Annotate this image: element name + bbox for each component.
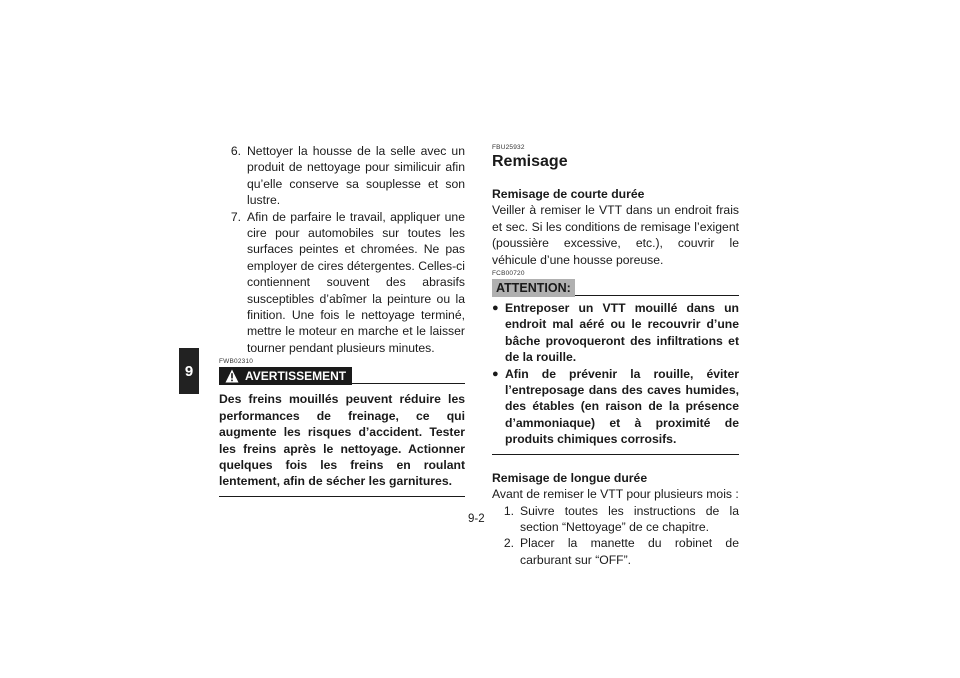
page-number: 9-2 [468, 513, 485, 525]
long-term-intro: Avant de remiser le VTT pour plusieurs mois : [492, 487, 739, 502]
short-term-text: Veiller à remiser le VTT dans un endroit frais et sec. Si les conditions de remisage l’exigent (poussière excessive, etc.), couvrir le véhicule d’une housse poreuse. [492, 203, 739, 267]
item-text: Placer la manette du robinet de carburant sur “OFF”. [520, 536, 739, 567]
caution-bullet-text: Afin de prévenir la rouille, éviter l’entreposage dans des caves humides, des étables (en raison de la présence d’ammoniaque) et à proximité de produits chimiques corrosifs. [505, 366, 739, 447]
long-term-heading: Remisage de longue durée [492, 470, 648, 485]
chapter-tab: 9 [179, 348, 199, 394]
list-item [219, 143, 465, 209]
warning-text: Des freins mouillés peuvent réduire les performances de freinage, ce qui augmente les risques d’accident. Tester les freins après le nettoyage. Actionner quelques fois les freins en roulant lentement, afin de sécher les garnitures. [219, 392, 465, 489]
caution-code: FCB00720 [492, 270, 525, 278]
caution-badge: ATTENTION: [492, 279, 575, 297]
warning-badge [219, 367, 352, 385]
caution-header [492, 279, 739, 297]
item-text: Nettoyer la housse de la selle avec un produit de nettoyage pour similicuir afin qu’elle conserve sa souplesse et son lustre. [247, 144, 465, 208]
list-item [492, 535, 739, 568]
item-number: 1. [503, 503, 514, 518]
warning-header [219, 367, 465, 385]
caution-bullet-text: Entreposer un VTT mouillé dans un endroit mal aéré ou le recouvrir d’une bâche provoqueront des infiltrations et de la rouille. [505, 301, 739, 365]
bullet-dot-icon: ● [492, 302, 499, 315]
list-item [492, 300, 739, 366]
warning-label: AVERTISSEMENT [245, 369, 347, 384]
section-code: FBU25932 [492, 144, 525, 151]
list-item [492, 366, 739, 448]
short-term-heading: Remisage de courte durée [492, 187, 645, 201]
item-text: Afin de parfaire le travail, appliquer une cire pour automobiles sur toutes les surfaces peintes et chromées. Ne pas employer de cires détergentes. Celles-ci contiennent souvent des abrasifs susceptibles d’abîmer la peinture ou la finition. Une fois le nettoyage terminé, mettre le moteur en marche et le laisser tourner pendant plusieurs minutes. [247, 209, 465, 355]
item-number: 7. [230, 209, 241, 224]
left-column [219, 143, 465, 497]
warning-rule-top [352, 383, 465, 384]
item-number: 2. [503, 536, 514, 551]
warning-rule-bottom [219, 496, 465, 497]
list-item [219, 209, 465, 357]
warning-triangle-icon [225, 369, 239, 383]
item-text: Suivre toutes les instructions de la section “Nettoyage” de ce chapitre. [520, 503, 739, 534]
item-number: 6. [230, 144, 241, 158]
section-title: Remisage [492, 153, 568, 170]
bullet-dot-icon: ● [492, 367, 499, 380]
caution-rule-bottom [492, 454, 739, 455]
caution-rule-top [575, 295, 739, 296]
warning-code: FWB02310 [219, 358, 254, 366]
right-column [492, 142, 739, 568]
list-item [492, 503, 739, 536]
